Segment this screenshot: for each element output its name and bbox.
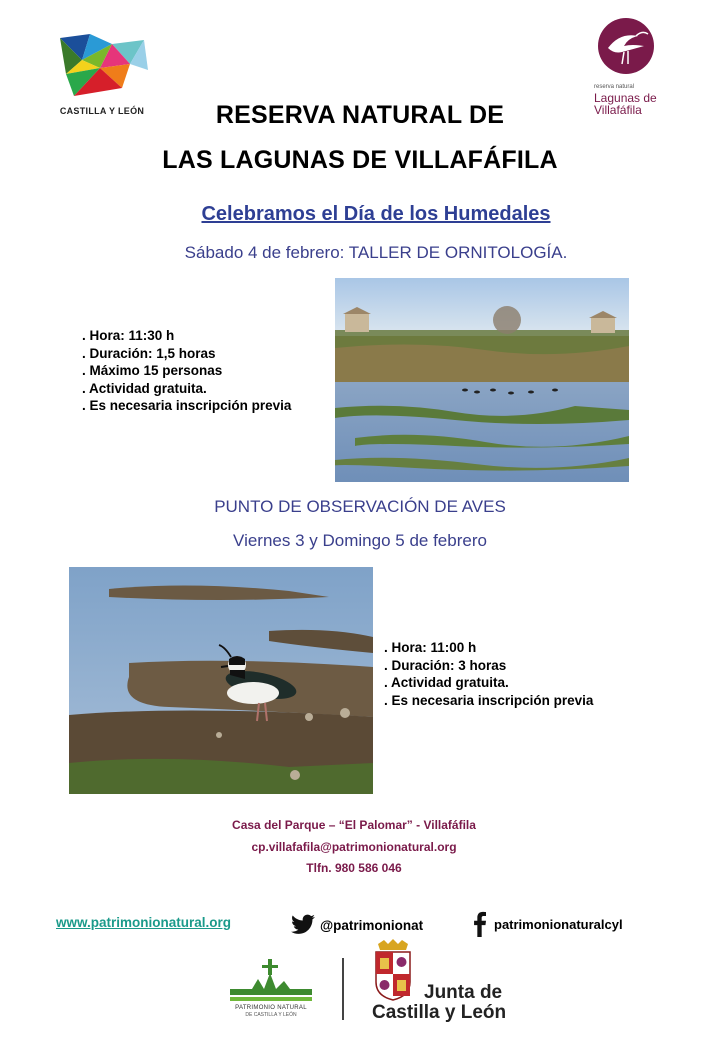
event2-detail-item: . Hora: 11:00 h <box>384 640 477 655</box>
event1-detail-item: . Actividad gratuita. <box>82 380 207 396</box>
page-title-line1: RESERVA NATURAL DE <box>215 101 505 129</box>
facebook-handle: patrimonionaturalcyl <box>494 916 623 932</box>
event2-dates: Viernes 3 y Domingo 5 de febrero <box>233 531 487 550</box>
facebook-icon <box>473 911 486 937</box>
twitter-icon <box>290 914 316 936</box>
lapwing-bird-photo <box>69 567 373 794</box>
pn-logo-line2: DE CASTILLA Y LEÓN <box>245 1012 297 1018</box>
patrimonio-natural-emblem-icon <box>228 955 314 1005</box>
event1-detail-item: . Es necesaria inscripción previa <box>82 398 292 413</box>
jcyl-line1: Junta de <box>424 982 503 1003</box>
event2-detail-item: . Actividad gratuita. <box>384 675 509 690</box>
event2-details <box>384 639 593 709</box>
event1-detail-item: . Hora: 11:30 h <box>82 328 175 343</box>
contact-phone: Tlfn. 980 586 046 <box>306 861 402 875</box>
reserva-logo-line2: Villafáfila <box>594 103 642 117</box>
page-subtitle: Celebramos el Día de los Humedales <box>201 203 551 225</box>
event1-detail-item: . Duración: 1,5 horas <box>82 345 216 361</box>
facebook-link[interactable] <box>473 910 623 938</box>
logo-divider <box>342 958 344 1020</box>
page-title-line2: LAS LAGUNAS DE VILLAFÁFILA <box>162 146 558 174</box>
event1-details <box>82 327 291 415</box>
event1-detail-item: . Máximo 15 personas <box>82 363 223 378</box>
junta-castilla-leon-logo <box>370 938 520 1024</box>
cyl-logo-graphic <box>52 30 152 102</box>
coat-of-arms-icon <box>370 938 416 1002</box>
website-link[interactable]: www.patrimonionatural.org <box>56 915 232 930</box>
twitter-handle: @patrimonionat <box>320 917 424 933</box>
contact-email[interactable]: cp.villafafila@patrimonionatural.org <box>251 840 457 854</box>
twitter-link[interactable] <box>290 913 423 937</box>
reserva-logo-small-text: reserva natural <box>594 84 635 90</box>
wetland-landscape-photo <box>335 278 629 482</box>
reserva-logo-line1: Lagunas de <box>594 91 657 105</box>
event2-detail-item: . Duración: 3 horas <box>384 657 507 673</box>
pn-logo-line1: PATRIMONIO NATURAL <box>235 1005 307 1011</box>
cyl-logo-text: CASTILLA Y LEÓN <box>59 106 145 116</box>
patrimonio-natural-logo <box>228 955 314 1021</box>
contact-place: Casa del Parque – “El Palomar” - Villafáfila <box>232 818 476 832</box>
event1-heading: Sábado 4 de febrero: TALLER DE ORNITOLOGÍA. <box>184 243 568 262</box>
jcyl-line2: Castilla y León <box>372 1002 507 1023</box>
bird-emblem-icon <box>598 18 654 74</box>
event2-heading: PUNTO DE OBSERVACIÓN DE AVES <box>214 497 506 516</box>
event2-detail-item: . Es necesaria inscripción previa <box>384 692 594 708</box>
